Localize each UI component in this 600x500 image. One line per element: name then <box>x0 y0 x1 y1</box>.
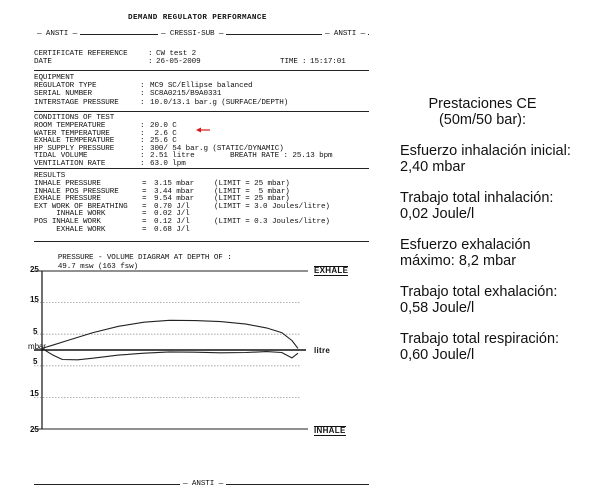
colon: : <box>148 50 153 58</box>
row-label: VENTILATION RATE <box>34 160 106 168</box>
panel-item-line1: Esfuerzo exhalación <box>400 237 531 253</box>
panel-title-line2: (50m/50 bar): <box>438 112 527 128</box>
y-label-exhale-5: 5 <box>33 327 38 336</box>
row-label: INTERSTAGE PRESSURE <box>34 98 119 107</box>
panel-item <box>400 143 600 175</box>
row-label: HP SUPPLY PRESSURE <box>34 144 115 153</box>
row-label: POS INHALE WORK <box>34 218 101 226</box>
row-value: 63.0 lpm <box>150 160 186 168</box>
row-value: 2.51 litre <box>150 152 195 161</box>
row-label: SERIAL NUMBER <box>34 90 92 99</box>
colon: : <box>140 152 145 161</box>
certificate-ref-label: CERTIFICATE REFERENCE <box>34 50 128 58</box>
header-right-text: ANSTI <box>333 30 357 38</box>
row-value: 9.54 mbar <box>154 195 195 204</box>
row-label: REGULATOR TYPE <box>34 82 97 90</box>
equals-sign: = <box>142 210 147 219</box>
report-row <box>34 90 374 98</box>
divider <box>34 168 369 169</box>
panel-item <box>400 190 600 222</box>
time-value: 15:17:01 <box>310 58 346 66</box>
y-label-exhale-25: 25 <box>30 265 39 274</box>
ce-performance-panel <box>400 96 600 363</box>
red-arrow-icon <box>196 127 210 133</box>
row-value: 25.6 C <box>150 137 177 146</box>
panel-item-line2: 0,02 Joule/l <box>400 206 475 222</box>
panel-item <box>400 331 600 363</box>
panel-item-line1: Trabajo total inhalación: <box>400 190 554 206</box>
row-extra: BREATH RATE : 25.13 bpm <box>230 152 333 161</box>
colon: : <box>148 58 153 66</box>
row-value: 3.44 mbar <box>154 187 195 196</box>
inhale-label: INHALE <box>314 426 346 435</box>
colon: : <box>140 98 145 107</box>
header-right-brand: — ANSTI — <box>322 30 368 38</box>
row-label: INHALE POS PRESSURE <box>34 187 119 196</box>
row-label: EXHALE WORK <box>34 225 106 234</box>
row-label: TIDAL VOLUME <box>34 152 88 161</box>
colon: : <box>140 129 145 138</box>
row-limit: (LIMIT = 25 mbar) <box>214 195 290 204</box>
header-left-text: ANSTI <box>45 30 69 38</box>
row-label: ROOM TEMPERATURE <box>34 122 106 130</box>
row-value: 20.0 C <box>150 122 177 130</box>
row-label: EXT WORK OF BREATHING <box>34 202 128 211</box>
volume-axis-label: litre <box>314 346 331 355</box>
row-value: 0.02 J/l <box>154 210 190 219</box>
panel-item <box>400 237 600 269</box>
panel-title <box>400 96 565 128</box>
divider <box>34 70 369 71</box>
panel-title-line1: Prestaciones CE <box>428 96 537 112</box>
pressure-volume-chart <box>0 255 380 445</box>
chart-series <box>42 320 298 360</box>
row-value: 0.68 J/l <box>154 225 190 234</box>
colon: : <box>140 137 145 146</box>
divider <box>34 241 369 242</box>
date-label: DATE <box>34 58 52 66</box>
report-title: DEMAND REGULATOR PERFORMANCE <box>128 14 267 22</box>
equals-sign: = <box>142 187 147 196</box>
colon: : <box>140 122 145 130</box>
diagram-title-prefix: PRESSURE - VOLUME DIAGRAM AT DEPTH OF : <box>57 254 232 263</box>
row-label: EXHALE PRESSURE <box>34 195 101 204</box>
chart-grid <box>34 271 308 429</box>
row-value: 0.70 J/l <box>154 202 190 211</box>
results-heading: RESULTS <box>34 172 66 180</box>
row-label: WATER TEMPERATURE <box>34 129 110 138</box>
panel-item-line2: 0,58 Joule/l <box>400 300 475 316</box>
row-limit: (LIMIT = 5 mbar) <box>214 187 290 196</box>
report-row <box>34 99 374 107</box>
certificate-ref-value: CW test 2 <box>156 50 197 58</box>
equals-sign: = <box>142 180 147 188</box>
row-value: 0.12 J/l <box>154 218 190 226</box>
row-limit: (LIMIT = 0.3 Joules/litre) <box>214 218 330 226</box>
row-limit: (LIMIT = 3.0 Joules/litre) <box>214 202 330 211</box>
colon: : <box>302 58 307 66</box>
diagram-title-value: 49.7 msw (163 fsw) <box>57 262 139 271</box>
colon: : <box>140 82 145 90</box>
colon: : <box>140 160 145 168</box>
row-value: 2.6 C <box>150 129 177 138</box>
footer-brand: — ANSTI — <box>180 480 226 488</box>
equals-sign: = <box>142 218 147 226</box>
equals-sign: = <box>142 195 147 204</box>
row-value: SC8A0215/B9A0331 <box>150 90 222 99</box>
y-axis-unit-label: mbar <box>28 342 46 351</box>
panel-item-line2: 0,60 Joule/l <box>400 347 475 363</box>
panel-item-line1: Trabajo total respiración: <box>400 331 560 347</box>
row-value: 3.15 mbar <box>154 180 195 188</box>
y-label-inhale-15: 15 <box>30 389 39 398</box>
conditions-heading: CONDITIONS OF TEST <box>34 114 115 122</box>
y-label-inhale-5: 5 <box>33 357 38 366</box>
panel-item-line2: 2,40 mbar <box>400 159 466 175</box>
colon: : <box>140 144 145 153</box>
equals-sign: = <box>142 202 147 211</box>
equipment-heading: EQUIPMENT <box>34 74 75 82</box>
row-label: INHALE PRESSURE <box>34 180 101 188</box>
row-label: INHALE WORK <box>34 210 106 219</box>
panel-item <box>400 284 600 316</box>
header-left-brand: — ANSTI — <box>34 30 80 38</box>
report-row <box>34 82 374 90</box>
date-row <box>34 58 374 66</box>
row-limit: (LIMIT = 25 mbar) <box>214 180 290 188</box>
y-label-inhale-25: 25 <box>30 425 39 434</box>
exhale-label: EXHALE <box>314 266 349 275</box>
divider <box>34 111 369 112</box>
row-value: MC9 SC/Ellipse balanced <box>150 82 253 90</box>
time-label: TIME <box>280 58 298 66</box>
panel-item-line1: Trabajo total exhalación: <box>400 284 558 300</box>
panel-item-line2: máximo: 8,2 mbar <box>400 253 517 269</box>
footer-text: ANSTI <box>191 480 215 488</box>
row-value: 10.0/13.1 bar.g (SURFACE/DEPTH) <box>150 98 289 107</box>
header-center-text: CRESSI-SUB <box>169 30 215 38</box>
panel-items <box>400 143 600 363</box>
y-label-exhale-15: 15 <box>30 295 39 304</box>
panel-item-line1: Esfuerzo inhalación inicial: <box>400 143 571 159</box>
header-center-brand: — CRESSI-SUB — <box>158 30 226 38</box>
row-value: 300/ 54 bar.g (STATIC/DYNAMIC) <box>150 144 284 153</box>
row-label: EXHALE TEMPERATURE <box>34 137 115 146</box>
report-row <box>34 226 374 234</box>
date-value: 26-05-2009 <box>156 58 201 66</box>
colon: : <box>140 90 145 99</box>
equals-sign: = <box>142 225 147 234</box>
